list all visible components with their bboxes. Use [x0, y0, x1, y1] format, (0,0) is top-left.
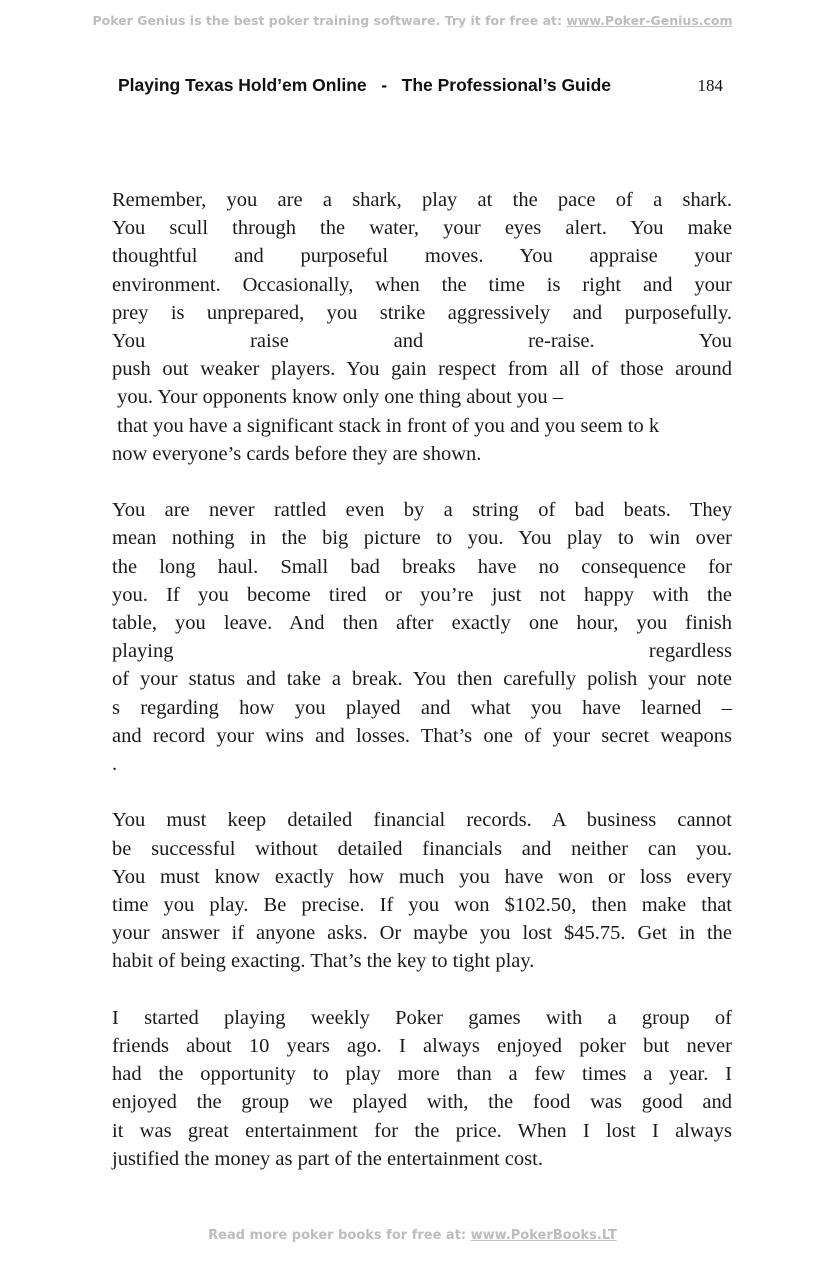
paragraph — [112, 496, 732, 778]
book-title: Playing Texas Hold’em Online - The Professional’s Guide — [118, 75, 612, 95]
text-line: push out weaker players. You gain respect from all of those around — [112, 358, 732, 381]
pokerbooks-link[interactable]: www.PokerBooks.LT — [470, 1228, 617, 1243]
text-line: habit of being exacting. That’s the key to tight play. — [112, 950, 535, 973]
text-line: table, you leave. And then after exactly one hour, you finish — [112, 612, 732, 635]
text-line: had the opportunity to play more than a few times a year. I — [112, 1063, 732, 1086]
bottom-promo-text: Read more poker books for free at: — [208, 1228, 471, 1243]
paragraph — [112, 806, 732, 975]
text-line: You must know exactly how much you have won or loss every — [112, 865, 732, 888]
text-line: be successful without detailed financials and neither can you. — [112, 837, 732, 860]
text-line: justified the money as part of the entertainment cost. — [112, 1147, 543, 1170]
text-line: Remember, you are a shark, play at the pace of a shark. — [112, 189, 732, 211]
poker-genius-link[interactable]: www.Poker-Genius.com — [566, 13, 733, 28]
text-line: playing regardless — [112, 640, 732, 663]
text-line: the long haul. Small bad breaks have no consequence for — [112, 555, 732, 578]
text-line: your answer if anyone asks. Or maybe you lost $45.75. Get in the — [112, 922, 732, 945]
top-promo-text: Poker Genius is the best poker training software. Try it for free at: — [92, 13, 567, 28]
text-line: that you have a significant stack in front of you and you seem to k — [112, 414, 660, 437]
text-line: You scull through the water, your eyes alert. You make — [112, 217, 732, 240]
text-line: thoughtful and purposeful moves. You appraise your — [112, 245, 732, 268]
text-line: time you play. Be precise. If you won $102.50, then make that — [112, 894, 732, 917]
running-header — [118, 75, 723, 97]
text-line: enjoyed the group we played with, the food was good and — [112, 1091, 732, 1114]
body-text — [112, 186, 732, 1201]
page-number: 184 — [697, 76, 723, 95]
text-line: . — [112, 753, 118, 776]
text-line: it was great entertainment for the price. When I lost I always — [112, 1119, 732, 1142]
text-line: You raise and re-raise. You — [112, 330, 732, 353]
text-line: you. If you become tired or you’re just not happy with the — [112, 583, 732, 606]
text-line: now everyone’s cards before they are shown. — [112, 442, 482, 465]
paragraph — [112, 1004, 732, 1173]
text-line: and record your wins and losses. That’s one of your secret weapons — [112, 724, 732, 747]
text-line: prey is unprepared, you strike aggressively and purposefully. — [112, 301, 732, 324]
text-line: mean nothing in the big picture to you. You play to win over — [112, 527, 732, 550]
text-line: of your status and take a break. You then carefully polish your note — [112, 668, 732, 691]
text-line: You are never rattled even by a string of bad beats. They — [112, 499, 732, 522]
text-line: s regarding how you played and what you have learned – — [112, 696, 732, 719]
text-line: you. Your opponents know only one thing about you – — [112, 386, 563, 409]
paragraph — [112, 186, 732, 468]
top-promo-banner — [0, 13, 825, 28]
text-line: You must keep detailed financial records. A business cannot — [112, 809, 732, 832]
bottom-promo-banner — [0, 1228, 825, 1243]
text-line: friends about 10 years ago. I always enjoyed poker but never — [112, 1035, 732, 1058]
text-line: environment. Occasionally, when the time is right and your — [112, 273, 732, 296]
text-line: I started playing weekly Poker games with a group of — [112, 1006, 732, 1029]
